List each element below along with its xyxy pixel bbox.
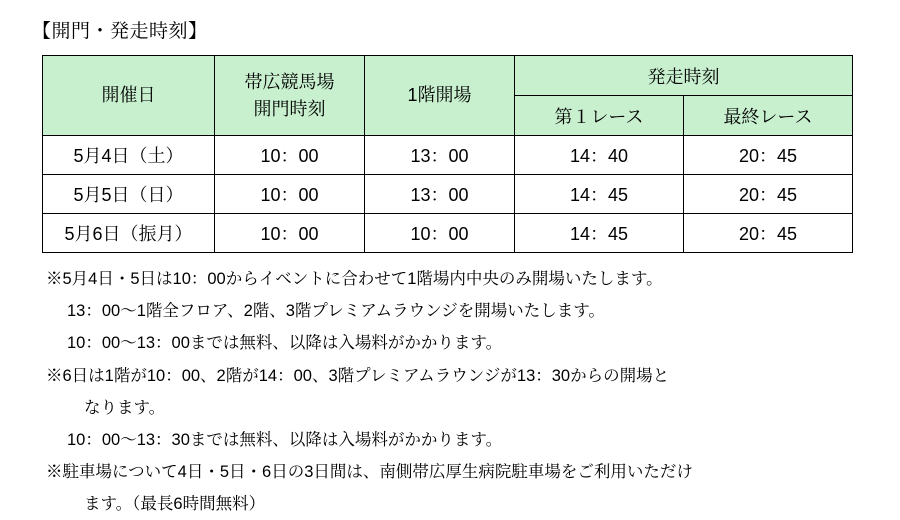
notes-block — [46, 263, 876, 520]
header-gate-open-line1: 帯広競馬場 — [244, 72, 335, 93]
cell-gate-open: 10：00 — [215, 214, 365, 253]
schedule-table — [42, 55, 853, 253]
cell-race1: 14：45 — [515, 175, 684, 214]
note-line: 10：00～13：00までは無料、以降は入場料がかかります。 — [67, 334, 503, 353]
header-floor1-open: 1階開場 — [365, 56, 515, 136]
table-row — [43, 136, 853, 175]
header-gate-open — [215, 56, 365, 136]
note-line: ※駐車場について4日・5日・6日の3日間は、南側帯広厚生病院駐車場をご利用いただけ — [46, 463, 693, 482]
cell-floor1-open: 10：00 — [365, 214, 515, 253]
table-header-row-1 — [43, 56, 853, 96]
table-header — [43, 56, 853, 136]
cell-final-race: 20：45 — [684, 136, 853, 175]
cell-gate-open: 10：00 — [215, 136, 365, 175]
table-body — [43, 136, 853, 253]
header-date: 開催日 — [43, 56, 215, 136]
note-line: ※5月4日・5日は10：00からイベントに合わせて1階場内中央のみ開場いたします。 — [46, 270, 663, 288]
cell-final-race: 20：45 — [684, 175, 853, 214]
cell-floor1-open: 13：00 — [365, 175, 515, 214]
cell-date: 5月4日（土） — [43, 136, 215, 175]
note-line: 10：00～13：30までは無料、以降は入場料がかかります。 — [67, 430, 503, 449]
note-line: 13：00～1階全フロア、2階、3階プレミアムラウンジを開場いたします。 — [67, 302, 605, 321]
note-line: なります。 — [84, 398, 166, 417]
note-line: ※6日は1階が10：00、2階が14：00、3階プレミアムラウンジが13：30からの開場と — [46, 366, 670, 385]
cell-gate-open: 10：00 — [215, 175, 365, 214]
cell-race1: 14：45 — [515, 214, 684, 253]
header-race1: 第１レース — [515, 96, 684, 136]
header-final-race: 最終レース — [684, 96, 853, 136]
table-row — [43, 214, 853, 253]
header-gate-open-line2: 開門時刻 — [253, 98, 326, 119]
cell-date: 5月6日（振月） — [43, 214, 215, 253]
cell-final-race: 20：45 — [684, 214, 853, 253]
table-row — [43, 175, 853, 214]
page-title: 【開門・発走時刻】 — [32, 21, 208, 42]
cell-race1: 14：40 — [515, 136, 684, 175]
cell-date: 5月5日（日） — [43, 175, 215, 214]
cell-floor1-open: 13：00 — [365, 136, 515, 175]
note-line: ます。（最長6時間無料） — [84, 495, 266, 514]
header-start-times: 発走時刻 — [515, 56, 853, 96]
